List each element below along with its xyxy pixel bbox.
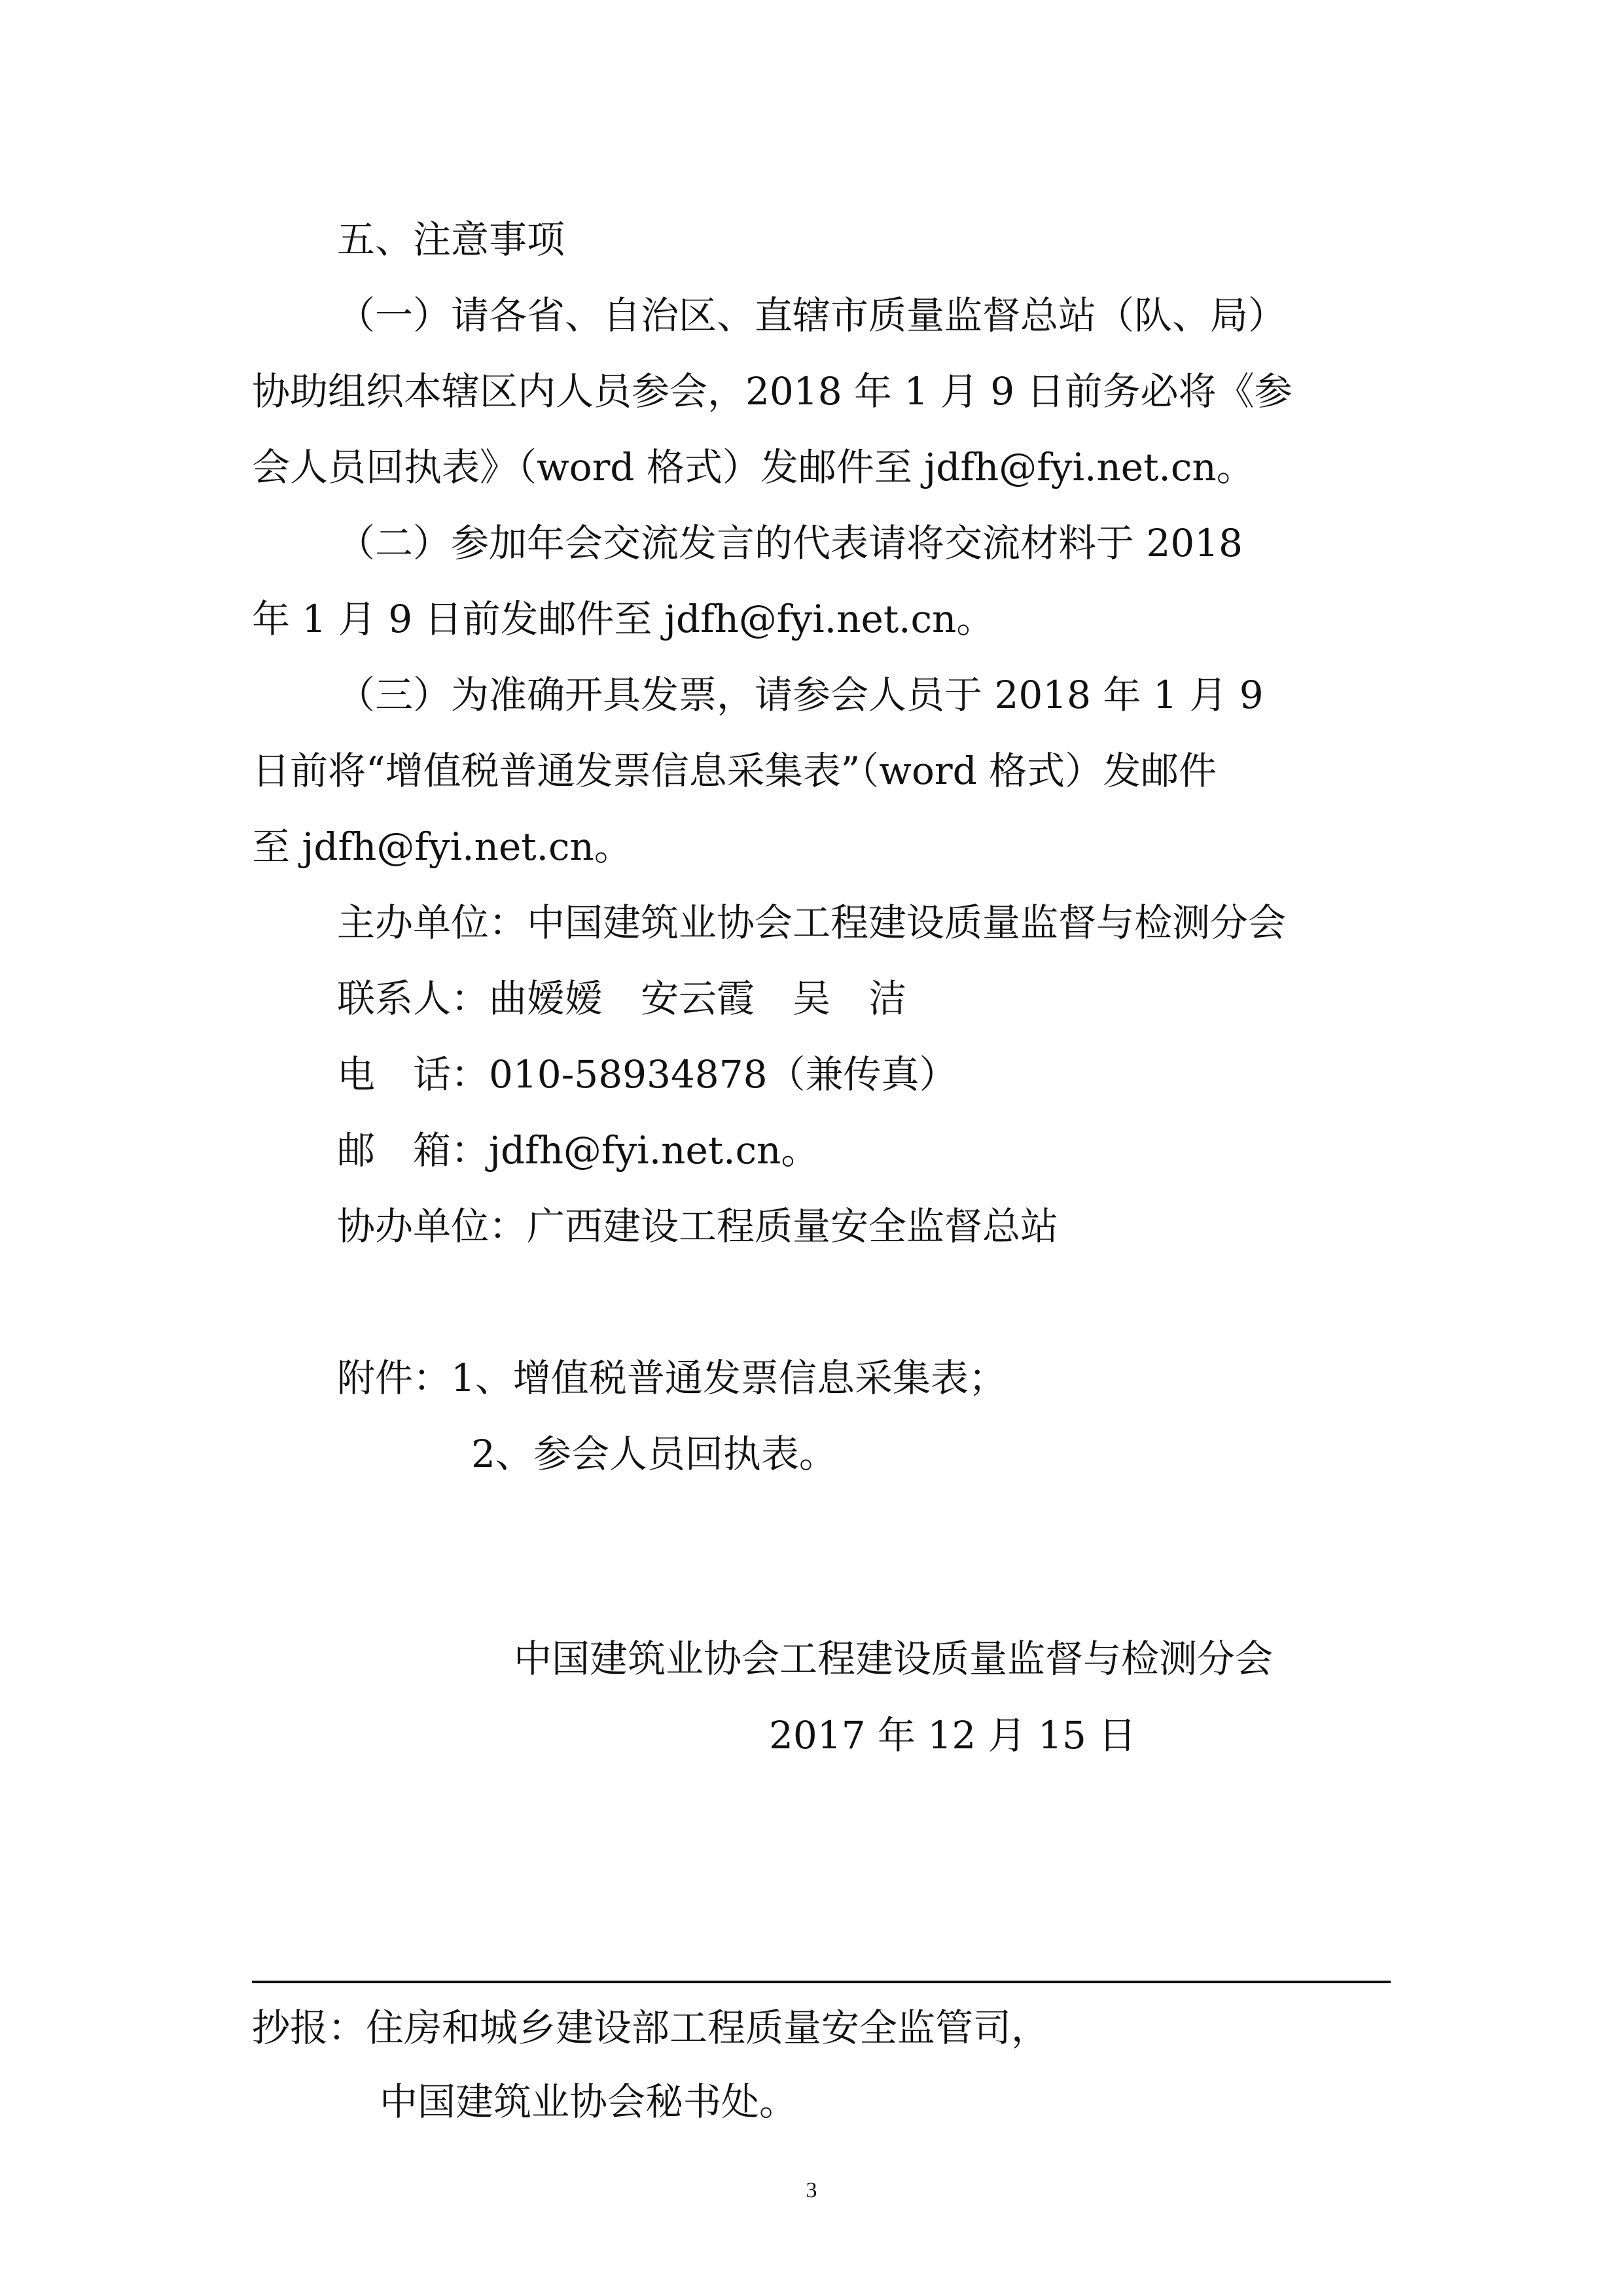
notice-item-1-line-2: 协助组织本辖区内人员参会，2018 年 1 月 9 日前务必将《参 bbox=[252, 369, 1293, 414]
signature-organization: 中国建筑业协会工程建设质量监督与检测分会 bbox=[514, 1636, 1274, 1681]
notice-item-1-line-1: （一）请各省、自治区、直辖市质量监督总站（队、局） bbox=[337, 293, 1287, 338]
organizer-line: 主办单位：中国建筑业协会工程建设质量监督与检测分会 bbox=[337, 900, 1287, 945]
cc-line-2: 中国建筑业协会秘书处。 bbox=[380, 2079, 798, 2124]
contact-person-line: 联系人：曲嫒嫒 安云霞 吴 洁 bbox=[337, 976, 907, 1021]
divider-rule bbox=[252, 1981, 1391, 1983]
notice-item-3-line-2: 日前将“增值税普通发票信息采集表”（word 格式）发邮件 bbox=[252, 749, 1217, 793]
co-organizer-line: 协办单位：广西建设工程质量安全监督总站 bbox=[337, 1204, 1059, 1248]
notice-item-1-line-3: 会人员回执表》（word 格式）发邮件至 jdfh@fyi.net.cn。 bbox=[252, 445, 1255, 489]
attachments-line-1: 附件：1、增值税普通发票信息采集表； bbox=[337, 1356, 1007, 1400]
signature-date: 2017 年 12 月 15 日 bbox=[769, 1713, 1137, 1757]
attachments-line-2: 2、参会人员回执表。 bbox=[471, 1432, 837, 1476]
notice-item-3-line-1: （三）为准确开具发票，请参会人员于 2018 年 1 月 9 bbox=[337, 673, 1264, 717]
notice-item-2-line-1: （二）参加年会交流发言的代表请将交流材料于 2018 bbox=[337, 521, 1243, 565]
cc-line-1: 抄报：住房和城乡建设部工程质量安全监管司， bbox=[252, 2005, 1050, 2050]
notice-item-2-line-2: 年 1 月 9 日前发邮件至 jdfh@fyi.net.cn。 bbox=[252, 597, 995, 641]
phone-line: 电 话：010-58934878（兼传真） bbox=[337, 1052, 957, 1097]
page-number: 3 bbox=[806, 2178, 817, 2202]
section-heading: 五、注意事项 bbox=[337, 217, 565, 262]
notice-item-3-line-3: 至 jdfh@fyi.net.cn。 bbox=[252, 824, 632, 869]
email-line: 邮 箱：jdfh@fyi.net.cn。 bbox=[337, 1128, 819, 1173]
